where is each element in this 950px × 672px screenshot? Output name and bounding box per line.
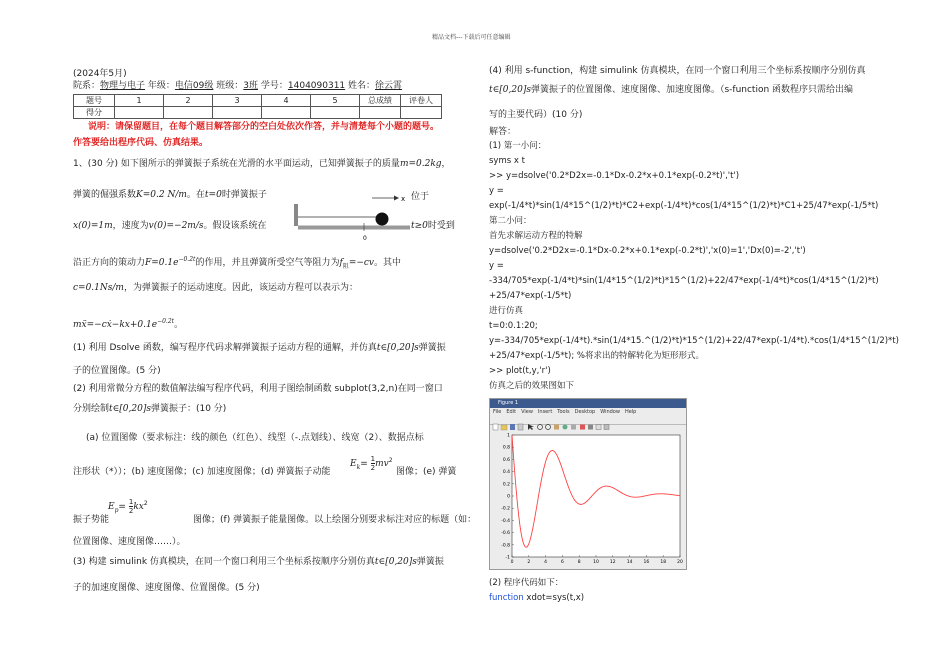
part-3-text: (3) 构建 simulink 仿真模块，在同一个窗口利用三个坐标系按顺序分别仿真 (73, 557, 375, 567)
table-cell (262, 107, 311, 119)
part-2-text: 振子势能 (73, 515, 110, 525)
ek-sub: k (356, 463, 361, 471)
k-formula: K=0.2 N/m (136, 190, 187, 200)
question-1-line-3 (73, 220, 267, 232)
equation: mẍ=−cẋ−kx+0.1e (73, 320, 158, 330)
kinetic-energy-formula (350, 455, 393, 472)
y-tick-label: 0 (507, 494, 510, 500)
table-cell: 总成绩 (360, 95, 401, 107)
q1-text: 。在 (186, 190, 205, 200)
drag-formula: f (339, 258, 343, 268)
v0-formula: v(0)=−2m/s (148, 221, 204, 231)
part-2-b-end: 图像；(e) 弹簧 (396, 467, 457, 477)
table-cell: 5 (311, 95, 360, 107)
part-2: (2) 利用常微分方程的数值解法编写程序代码，利用子图绘制函数 subplot(3,2,n)在同一窗口 (73, 384, 443, 394)
menu-window[interactable]: Window (600, 409, 620, 415)
sub-question-2-code: (2) 程序代码如下： (489, 578, 564, 588)
time-range: t∈[0,20]s (374, 557, 417, 567)
table-cell: 题号 (74, 95, 115, 107)
table-row (74, 95, 442, 107)
force-exponent: −0.2t (178, 256, 196, 263)
y-tick-label: 0.2 (502, 482, 510, 488)
ek-symbol: E (350, 459, 357, 469)
x-tick-label: 14 (626, 560, 633, 565)
ek-rest: mv (375, 459, 389, 469)
ep-sub: p (114, 506, 119, 514)
fraction-num: 1 (128, 498, 134, 506)
question-1-line-4 (73, 254, 401, 273)
q1-text: 的作用，并且弹簧所受空气等阻力为 (195, 258, 340, 268)
code-line: y = (489, 186, 504, 196)
x-tick-label: 20 (677, 560, 683, 565)
fraction-num: 1 (370, 455, 376, 463)
class-label: 班级： (216, 81, 244, 91)
question-1-line-3b (411, 220, 455, 232)
y-tick-label: 0.8 (502, 445, 510, 451)
code-line: +25/47*exp(-1/5*t); %将求出的特解转化为矩形形式。 (489, 351, 704, 361)
ek-sup: 2 (388, 457, 393, 464)
dept-label: 院系： (73, 81, 101, 91)
part-4-text: 弹簧振子的位置图像、速度图像、加速度图像。（s-function 函数程序只需给出编 (530, 85, 854, 95)
q1-text: 沿正方向的策动力 (73, 258, 146, 268)
q1-text: 弹簧的倔强系数 (73, 190, 137, 200)
x-tick-label: 16 (643, 560, 650, 565)
part-3 (73, 556, 444, 568)
instruction-note-2: 作答要给出程序代码、仿真结果。 (73, 138, 209, 148)
table-cell (164, 107, 213, 119)
x-tick-label: 4 (544, 560, 548, 565)
x-tick-label: 8 (577, 560, 581, 565)
table-cell (311, 107, 360, 119)
code-line: >> plot(t,y,'r') (489, 366, 551, 376)
q1-text: 时受到 (427, 221, 455, 231)
q1-text: 。其中 (374, 258, 402, 268)
part-2-text: 分别绘制 (73, 404, 110, 414)
part-3-end: 子的加速度图像、速度图像、位置图像。(5 分) (73, 583, 260, 593)
q1-text: 时弹簧振子 (221, 190, 267, 200)
c-formula: c=0.1Ns/m (73, 283, 124, 293)
grade-label: 年级： (147, 81, 175, 91)
table-cell: 2 (164, 95, 213, 107)
menu-desktop[interactable]: Desktop (574, 409, 596, 415)
menu-insert[interactable]: Insert (537, 409, 553, 415)
drag-formula-rhs: =−cv (348, 258, 375, 268)
code-line: y = (489, 261, 504, 271)
x-tick-label: 6 (560, 560, 564, 565)
menu-view[interactable]: View (521, 409, 533, 415)
ek-eq: = (360, 459, 368, 469)
code-line: y=-334/705*exp(-1/4*t).*sin(1/4*15.^(1/2)*t)*15^(1/2)+22/47*exp(-1/4*t).*cos(1/4*15^(1/2)*t) (489, 336, 899, 346)
time-range: t∈[0,20]s (109, 404, 151, 414)
y-tick-label: -0.6 (501, 531, 510, 537)
fraction-den: 2 (128, 507, 134, 515)
q1-text: 1、(30 分) 如下图所示的弹簧振子系统在光滑的水平面运动，已知弹簧振子的质量 (73, 159, 400, 169)
table-cell: 4 (262, 95, 311, 107)
menu-file[interactable]: File (493, 409, 502, 415)
q1-text: ，为弹簧振子的运动速度。因此，该运动方程可以表示为： (123, 283, 358, 293)
table-row (74, 107, 442, 119)
part-2-a: (a) 位置图像（要求标注：线的颜色（红色）、线型（-.点划线）、线宽（2）、数据点标 (86, 433, 424, 443)
table-cell (213, 107, 262, 119)
part-2-b: 注形状（*））；(b) 速度图像；(c) 加速度图像；(d) 弹簧振子动能 (73, 467, 331, 477)
origin-label: 0 (363, 235, 367, 242)
position-label: 位于 (411, 192, 430, 202)
table-cell: 得分 (74, 107, 115, 119)
question-1-line-5 (73, 282, 358, 294)
potential-energy-formula (108, 498, 148, 515)
part-3-text: 弹簧振 (416, 557, 444, 567)
time-range: t∈[0,20]s (376, 343, 419, 353)
floor (298, 226, 410, 230)
ep-rest: kx (133, 502, 144, 512)
id-value: 1404090311 (287, 81, 346, 91)
figure-title-bar: Figure 1 (490, 399, 686, 408)
x0-formula: x(0)=1m (73, 221, 113, 231)
drag-subscript: 阻 (342, 262, 349, 270)
x-tick-label: 10 (593, 560, 599, 565)
text-line: 首先求解运动方程的特解 (489, 231, 583, 241)
part-4-end: 写的主要代码）(10 分) (489, 110, 583, 120)
score-table (73, 94, 442, 119)
grade-value: 电信09级 (174, 81, 214, 91)
part-1-text: (1) 利用 Dsolve 函数，编写程序代码求解弹簧振子运动方程的通解，并仿真 (73, 343, 377, 353)
name-label: 姓名： (348, 81, 376, 91)
part-2-e (73, 514, 476, 526)
sub-question-2: 第二小问： (489, 216, 532, 226)
student-info (73, 80, 402, 92)
position-plot (490, 425, 686, 568)
dept-value: 物理与电子 (100, 81, 146, 91)
code-line: +25/47*exp(-1/5*t) (489, 291, 572, 301)
spring-diagram (292, 190, 414, 244)
table-cell (115, 107, 164, 119)
mass-formula: m=0.2kg (399, 159, 442, 169)
figure-toolbar (490, 416, 686, 425)
x-tick-label: 0 (510, 560, 514, 565)
code-line: exp(-1/4*t)*sin(1/4*15^(1/2)*t)*C2+exp(-1/4*t)*cos(1/4*15^(1/2)*t)*C1+25/47*exp(-1/5*t) (489, 201, 879, 211)
equation-end: 。 (174, 320, 184, 330)
x-arrow-head (394, 196, 399, 201)
code-line (489, 593, 584, 604)
x-tick-label: 2 (527, 560, 531, 565)
answer-heading: 解答： (489, 127, 517, 137)
instruction-note: 说明：请保留题目，在每个题目解答部分的空白处依次作答，并与清楚每个小题的题号。 (88, 122, 440, 132)
code-line: t=0:0.1:20; (489, 321, 538, 331)
part-2-text: 图像；(f) 弹簧振子能量图像。以上绘图分别要求标注对应的标题（如： (193, 515, 477, 525)
wall (294, 204, 298, 226)
t0-formula: t=0 (204, 190, 222, 200)
motion-equation (73, 316, 183, 331)
code-line: >> y=dsolve('0.2*D2x=-0.1*Dx-0.2*x+0.1*exp(-0.2*t)','t') (489, 171, 740, 181)
part-4: (4) 利用 s-function，构建 simulink 仿真模块，在同一个窗口利用三个坐标系按顺序分别仿真 (489, 66, 866, 76)
ep-eq: = (118, 502, 126, 512)
mass-ball (376, 213, 389, 226)
y-tick-label: -1 (505, 555, 510, 561)
menu-edit[interactable]: Edit (506, 409, 517, 415)
table-cell: 1 (115, 95, 164, 107)
y-tick-label: 1 (507, 433, 510, 439)
keyword-function: function (489, 593, 524, 603)
question-1-intro: 1、(30 分) 如下图所示的弹簧振子系统在光滑的水平面运动，已知弹簧振子的质量m=0.2kg， (73, 159, 451, 169)
ep-symbol: E (108, 502, 115, 512)
part-4-line-2 (489, 84, 853, 96)
equation-exponent: −0.2t (157, 318, 175, 325)
matlab-figure-window (489, 398, 687, 570)
x-tick-label: 12 (609, 560, 616, 565)
x-axis-label: x (401, 195, 406, 203)
text-line: 仿真之后的效果图如下 (489, 381, 575, 391)
table-cell (401, 107, 442, 119)
question-1-line-2 (73, 189, 267, 201)
force-formula: F=0.1e (145, 258, 179, 268)
part-1-end: 子的位置图像。(5 分) (73, 366, 161, 376)
y-tick-label: 0.6 (502, 457, 510, 463)
y-tick-label: -0.2 (501, 506, 510, 512)
menu-help[interactable]: Help (624, 409, 637, 415)
part-2-line-2 (73, 403, 226, 415)
table-cell: 评卷人 (401, 95, 442, 107)
y-tick-label: 0.4 (502, 470, 510, 476)
t-ge-0: t≥0 (411, 221, 428, 231)
id-label: 学号： (260, 81, 288, 91)
plot-axes (512, 435, 680, 557)
code-text: xdot=sys(t,x) (523, 593, 585, 603)
q1-text: 。假设该系统在 (203, 221, 267, 231)
figure-menu-bar (490, 408, 686, 416)
exam-date: (2024年5月) (73, 69, 127, 79)
ep-sup: 2 (143, 500, 148, 507)
q1-text: ，速度为 (112, 221, 149, 231)
text-line: 进行仿真 (489, 306, 524, 316)
y-tick-label: -0.4 (501, 518, 510, 524)
code-line: y=dsolve('0.2*D2x=-0.1*Dx-0.2*x+0.1*exp(-0.2*t)','x(0)=1','Dx(0)=-2','t') (489, 246, 806, 256)
part-2-text: 弹簧振子：(10 分) (150, 404, 227, 414)
table-cell (360, 107, 401, 119)
fraction-den: 2 (370, 464, 376, 472)
class-value: 3班 (243, 81, 258, 91)
page-header: 精品文档---下载后可任意编辑 (432, 34, 511, 41)
table-cell: 3 (213, 95, 262, 107)
x-tick-label: 18 (660, 560, 667, 565)
part-1-text: 弹簧振 (418, 343, 446, 353)
menu-tools[interactable]: Tools (557, 409, 570, 415)
code-line: -334/705*exp(-1/4*t)*sin(1/4*15^(1/2)*t)*15^(1/2)+22/47*exp(-1/4*t)*cos(1/4*15^(1/2)*t) (489, 276, 879, 286)
sub-question-1: (1) 第一小问： (489, 141, 547, 151)
part-2-f: 位置图像、速度图像……）。 (73, 537, 186, 547)
name-value: 徐云霄 (375, 81, 403, 91)
time-range: t∈[0,20]s (489, 85, 531, 95)
code-line: syms x t (489, 156, 525, 166)
y-tick-label: -0.8 (501, 543, 510, 549)
part-1 (73, 342, 446, 354)
